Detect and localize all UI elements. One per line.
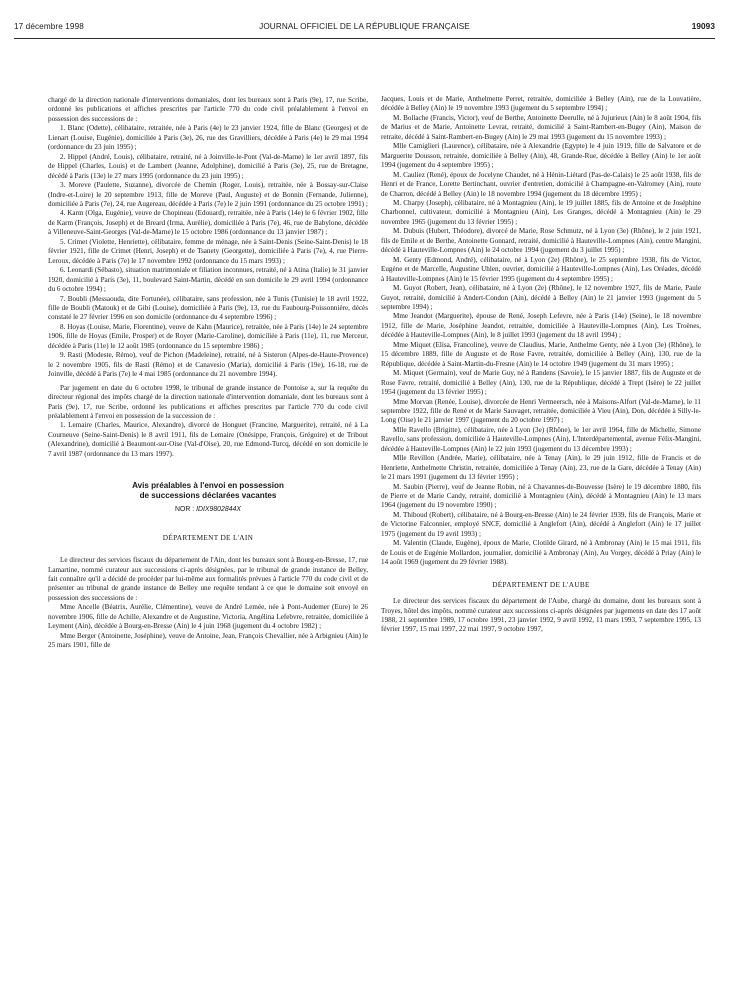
paragraph: M. Thiboud (Robert), célibataire, né à Bourg-en-Bresse (Ain) le 24 février 1939, fils de François, Marie et de Victorine Falconnier, employé SNCF, domicilié à Anglefort (Ain), décédé à Anglefort (Ain) le 17 juillet 1975 (jugement du 19 avril 1993) ; (381, 510, 701, 538)
paragraph: Mme Morvan (Renée, Louise), divorcée de Henri Vermeersch, née à Maisons-Alfort (Val-de-Marne), le 11 septembre 1922, fille de René et de Marie Sauvaget, retraitée, domiciliée à Vieu (Ain), Don, décédée à Silly-le-Long (Oise) le 21 janvier 1997 (jugement du 20 octobre 1997) ; (381, 397, 701, 425)
paragraph: M. Dubuis (Hubert, Théodore), divorcé de Marie, Rose Schmutz, né à Lyon (3e) (Rhône), le 2 juin 1921, fils de Emile et de Berthe, Antoinette Gonnard, retraité, domicilié à Hauteville-Lompnes (Ain), centre Mangini, décédé à Hauteville-Lompnes (Ain) le 24 octobre 1994 (jugement du 3 juillet 1995) ; (381, 227, 701, 255)
paragraph: Mme Ancelle (Béatrix, Aurélie, Clémentine), veuve de André Lemée, née à Pont-Audemer (Eure) le 26 novembre 1906, fille de Achille, Alexandre et de Augustine, Victoria, Angélina Lefebvre, retraitée, domiciliée à Leyment (Ain), décédée à Bourg-en-Bresse (Ain) le 4 juin 1968 (jugement du 4 octobre 1982) ; (48, 603, 368, 631)
paragraph: chargé de la direction nationale d'interventions domaniales, dont les bureaux sont à Paris (9e), 17, rue Scribe, ordonné les publications et affiches prescrites par l'article 770 du code civil préalablement à l'envoi en possession des successions de : (48, 96, 368, 123)
paragraph: Mlle Camiglieri (Laurence), célibataire, née à Alexandrie (Egypte) le 4 juin 1919, fille de Salvatore et de Marguerite Dousson, retraitée, domiciliée à Belley (Ain), 48, Grande-Rue, décédée à Belley (Ain) le 1er août 1994 (jugement du 4 septembre 1995) ; (381, 142, 701, 170)
section-title-line-2: de successions déclarées vacantes (139, 491, 277, 501)
paragraph: 4. Karm (Olga, Eugénie), veuve de Chopineau (Edouard), retraitée, née à Paris (14e) le 6 février 1902, fille de Karm (François, Joseph) et de Breard (Irma, Aurélie), domiciliée à Paris (7e), 46, rue de Babylone, décédée à Villeneuve-Saint-Georges (Val-de-Marne) le 15 octobre 1986 (ordonnance du 13 janvier 1987) ; (48, 209, 368, 237)
section-title-line-1: Avis préalables à l'envoi en possession (132, 481, 284, 491)
left-column (48, 96, 368, 651)
paragraph: M. Saubin (Pierre), veuf de Jeanne Robin, né à Chavannes-de-Bouvesse (Isère) le 19 décembre 1880, fils de Pierre et de Marie Candy, retraité, domicilié à Montagnieu (Ain), décédé à Montagnieu (Ain) le 13 mars 1964 (jugement du 19 novembre 1990) ; (381, 482, 701, 510)
paragraph: M. Charpy (Joseph), célibataire, né à Montagnieu (Ain), le 19 juillet 1885, fils de Antoine et de Joséphine Charbonnel, cultivateur, domicilié à Montagnieu (Ain), Les Granges, décédé à Montagnieu (Ain) le 29 novembre 1965 (jugement du 13 février 1995) ; (381, 198, 701, 226)
paragraph: 1. Blanc (Odette), célibataire, retraitée, née à Paris (4e) le 23 janvier 1924, fille de Blanc (Georges) et de Lienart (Louise, Eugénie), domiciliée à Paris (3e), 26, rue des Gravilliers, décédée à Paris (4e) le 29 mai 1994 (ordonnance du 23 juin 1995) ; (48, 124, 368, 152)
paragraph: 7. Boubli (Messaouda, dite Fortunée), célibataire, sans profession, née à Tunis (Tunisie) le 18 avril 1922, fille de Boubli (Matouk) et de Gibi (Louise), domiciliée à Paris (9e), 13, rue du Faubourg-Poissonnière, décès constaté le 27 février 1996 en son domicile (ordonnance du 4 septembre 1996) ; (48, 294, 368, 322)
dept-heading-ain: DÉPARTEMENT DE L'AIN (162, 532, 254, 542)
paragraph: Mlle Revillon (Andrée, Marie), célibataire, née à Tenay (Ain), le 29 juin 1912, fille de Francis et de Henriette, Anthelmette Christin, retraitée, domiciliée à Tenay (Ain), 23, rue de la Gare, décédée à Tenay (Ain) le 21 mars 1991 (jugement du 13 février 1995) ; (381, 454, 701, 482)
left-mid-paragraphs (48, 384, 368, 460)
nor-code: IDIX9802844X (196, 506, 241, 514)
paragraph: 9. Rasti (Modeste, Rémo), veuf de Pichon (Madeleine), retraité, né à Sisteron (Alpes-de-Haute-Provence) le 2 novembre 1905, fils de Rasti (Rémo) et de Canavesio (Maria), domicilié à Paris (19e), 16-18, rue de Joinville, décédé à Paris (7e) le 4 mai 1985 (ordonnance du 21 novembre 1994). (48, 351, 368, 379)
paragraph: Le directeur des services fiscaux du département de l'Aube, chargé du domaine, dont les bureaux sont à Troyes, hôtel des impôts, nommé curateur aux successions ci-après désignées par jugements en date des 17 août 1988, 21 septembre 1989, 17 octobre 1991, 23 janvier 1992, 9 avril 1992, 11 mars 1993, 7 septembre 1995, 13 février 1997, 15 mai 1997, 22 mai 1997, 9 octobre 1997, (381, 597, 701, 634)
paragraph: Par jugement en date du 6 octobre 1998, le tribunal de grande instance de Pontoise a, sur la requête du directeur régional des impôts chargé de la direction nationale d'intervention domaniale, dont les bureaux sont à Paris (9e), 17, rue Scribe, ordonné les publications et affiches prescrites par l'article 770 du code civil préalablement à l'envoi en possession de la succession de : (48, 383, 368, 420)
journal-title: JOURNAL OFFICIEL DE LA RÉPUBLIQUE FRANÇAISE (259, 22, 470, 31)
nor-reference (48, 505, 368, 514)
right-column (381, 95, 701, 635)
paragraph: Mme Jeandot (Marguerite), épouse de René, Joseph Lefevre, née à Paris (14e) (Seine), le 18 novembre 1912, fille de Marie, Joséphine Jeandot, retraitée, domiciliée à Hauteville-Lompnes (Ain), Les Troènes, décédée à Hauteville-Lompnes (Ain), le 8 juillet 1993 (jugement du 18 avril 1994) ; (381, 312, 701, 340)
paragraph: 8. Hoyas (Louise, Marie, Florentine), veuve de Kahn (Maurice), retraitée, née à Paris (14e) le 24 septembre 1906, fille de Hoyas (Emile, Prosper) et de Royer (Marie-Caroline), domiciliée à Paris (11e), 11, rue Merceur, décédée à Paris (11e) le 12 août 1985 (ordonnance du 15 septembre 1986) ; (48, 322, 368, 350)
paragraph: 6. Leonardi (Sébasto), situation matrimoniale et filiation inconnues, retraité, né à Atina (Italie) le 31 janvier 1920, domicilié à Paris (3e), 11, boulevard Saint-Martin, décédé en son domicile le 29 avril 1994 (ordonnance du 6 octobre 1994) ; (48, 266, 368, 294)
right-after-paragraphs (381, 597, 701, 635)
paragraph: Mlle Ravello (Brigitte), célibataire, née à Lyon (3e) (Rhône), le 1er avril 1964, fille de Michelle, Simone Ravello, sans profession, domiciliée à Hauteville-Lompnes (Ain), L'Interdépartemental, avenue Félix-Mangini, décédée à Hauteville-Lompnes (Ain) le 22 juin 1993 (jugement du 13 décembre 1993) ; (381, 425, 701, 453)
left-top-paragraphs (48, 96, 368, 380)
left-bottom-paragraphs (48, 556, 368, 651)
issue-date: 17 décembre 1998 (14, 22, 84, 31)
dept-heading-aube: DÉPARTEMENT DE L'AUBE (492, 579, 590, 589)
paragraph: 1. Lemaire (Charles, Maurice, Alexandre), divorcé de Honguet (Francine, Marguerite), retraité, né à La Courneuve (Seine-Saint-Denis) le 8 avril 1911, fils de Lemaire (Onésippe, François, Grégoire) et de Tribout (Alexandrine), domicilié à Beaumont-sur-Oise (Val-d'Oise), 20, rue Edmond-Turcq, décédé en son domicile le 7 avril 1987 (ordonnance du 13 mars 1997). (48, 421, 368, 458)
paragraph: M. Bollache (Francis, Victor), veuf de Berthe, Antoinette Deerulle, né à Jujurieux (Ain) le 8 août 1904, fils de Marius et de Marie, Antoinette Levrat, retraité, domicilié à Saint-Rambert-en-Bugey (Ain), Maison de retraite, décédé à Saint-Rambert-en-Bugey (Ain) le 29 mai 1993 (jugement du 15 novembre 1993) ; (381, 113, 701, 141)
paragraph: M. Valentin (Claude, Eugène), époux de Marie, Clotilde Girard, né à Ambronay (Ain) le 15 mai 1911, fils de Louis et de Eugénie Mollardon, journalier, domicilié à Ambronay (Ain), Au Vorgey, décédé à Priay (Ain) le 14 août 1969 (jugement du 29 février 1988). (381, 539, 701, 567)
nor-label: NOR : (175, 506, 197, 514)
section-title (48, 481, 368, 501)
paragraph: Mme Berger (Antoinette, Joséphine), veuve de Antoine, Jean, François Chevallier, née à Arbignieu (Ain) le 25 mars 1901, fille de (48, 631, 368, 650)
paragraph: 3. Moreve (Paulette, Suzanne), divorcée de Chemin (Roger, Louis), retraitée, née à Bossay-sur-Claise (Indre-et-Loire) le 20 septembre 1913, fille de Moreve (Paul, Auguste) et de Bonnin (Fernande, Julienne), domiciliée à Paris (7e), 24, rue Augereau, décédée à Paris (7e) le 2 juin 1991 (ordonnance du 25 octobre 1991) ; (48, 181, 368, 208)
paragraph: Mme Miquet (Elisa, Francoline), veuve de Claudius, Marie, Anthelme Genty, née à Lyon (3e) (Rhône), le 15 décembre 1889, fille de Auguste et de Rose Favre, retraitée, domiciliée à Belley (Ain), 130, rue de la République, décédée à Saint-Martin-du-Fresne (Ain) le 14 octobre 1949 (jugement du 31 mars 1995) ; (381, 340, 701, 368)
paragraph: M. Miquet (Germain), veuf de Marie Guy, né à Randens (Savoie), le 15 janvier 1887, fils de Auguste et de Rose Favre, retraité, domicilié à Belley (Ain), 130, rue de la République, décédé à Trept (Isère) le 22 juillet 1954 (jugement du 13 février 1995) ; (381, 369, 701, 397)
paragraph: Le directeur des services fiscaux du département de l'Ain, dont les bureaux sont à Bourg-en-Bresse, 17, rue Lamartine, nommé curateur aux successions ci-après désignées, par le tribunal de grande instance de Belley, fait connaître qu'il a décidé de procéder par lui-même aux formalités prévues à l'article 770 du code civil et de présenter au tribunal de grande instance de Belley une requête tendant à ce que le domaine soit envoyé en possession des successions de : (48, 556, 368, 602)
right-paragraphs (381, 95, 701, 568)
paragraph: M. Genty (Edmond, André), célibataire, né à Lyon (2e) (Rhône), le 25 septembre 1938, fils de Victor, Eugène et de Marcelle, Augustine Uhlen, ouvrier, domicilié à Hauteville-Lompnes (Ain), Les Oréades, décédé à Hauteville-Lompnes (Ain) le 15 février 1995 (jugement du 4 septembre 1995) ; (381, 255, 701, 283)
paragraph: 2. Hippel (André, Louis), célibataire, retraité, né à Joinville-le-Pont (Val-de-Marne) le 1er avril 1897, fils de Hippel (Charles, Louis) et de Lambert (Jeanne, Adolphine), domicilié à Paris (3e), 25, rue de Bretagne, décédé à Paris (13e) le 27 mars 1995 (ordonnance du 23 juin 1995) ; (48, 152, 368, 180)
paragraph: 5. Crimet (Violette, Henriette), célibataire, femme de ménage, née à Saint-Denis (Seine-Saint-Denis) le 18 février 1921, fille de Crimet (Henri, Joseph) et de Tsanety (Georgette), domiciliée à Paris (7e), 4, rue Pierre-Leroux, décédée à Paris (7e) le 17 novembre 1992 (ordonnance du 15 mars 1993) ; (48, 237, 368, 265)
paragraph: M. Guyot (Robert, Jean), célibataire, né à Lyon (2e) (Rhône), le 12 novembre 1927, fils de Marie, Paule Guyot, retraité, domicilié à Andert-Condon (Ain), décédé à Belley (Ain) le 21 janvier 1993 (jugement du 5 septembre 1994) ; (381, 284, 701, 311)
paragraph: M. Cauliez (René), époux de Jocelyne Chaudet, né à Hénin-Liétard (Pas-de-Calais) le 25 août 1938, fils de Henri et de France, Lorette Bertinchant, ouvrier d'entretien, domicilié à Champagne-en-Valromey (Ain), route de Charron, décédé à Belley (Ain) le 18 novembre 1994 (jugement du 18 décembre 1995) ; (381, 170, 701, 198)
page-number: 19093 (691, 22, 715, 31)
page-header (14, 22, 715, 36)
paragraph: Jacques, Louis et de Marie, Anthelmette Perret, retraitée, domiciliée à Belley (Ain), rue de la Louvatière, décédée à Belley (Ain) le 19 novembre 1993 (jugement du 5 septembre 1994) ; (381, 95, 701, 113)
header-rule (14, 38, 715, 39)
